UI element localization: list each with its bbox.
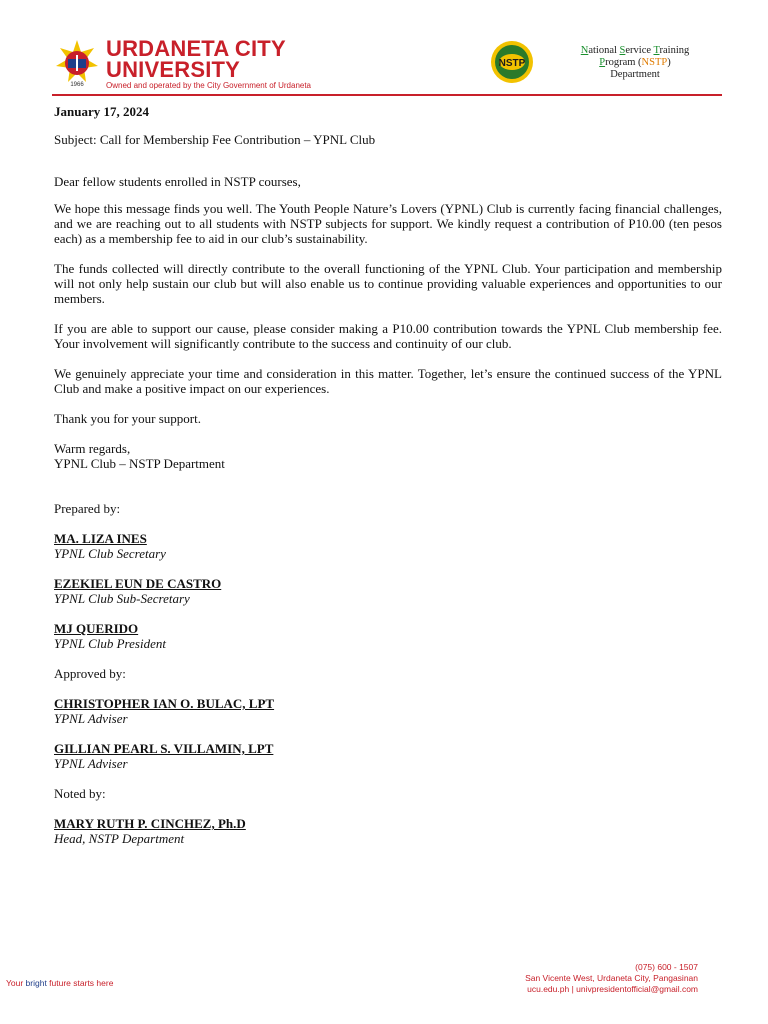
nstp-title-line2: Program (NSTP) bbox=[599, 57, 671, 68]
header-divider bbox=[52, 94, 722, 96]
letter-paragraph: The funds collected will directly contribute to the overall functioning of the YPNL Club. Your participation and membership will not only help sustain our club but will also enable us to continue providing valuable experiences and opportunities to our members. bbox=[54, 261, 722, 306]
signatory-name: MA. LIZA INES bbox=[54, 531, 147, 546]
university-name bbox=[106, 38, 311, 90]
signatory-name: GILLIAN PEARL S. VILLAMIN, LPT bbox=[54, 741, 274, 756]
letter-paragraph: If you are able to support our cause, please consider making a P10.00 contribution towards the YPNL Club membership fee. Your involvement will significantly contribute to the success and continuity of our club. bbox=[54, 321, 722, 351]
letter-organization: YPNL Club – NSTP Department bbox=[54, 456, 225, 471]
letter-date: January 17, 2024 bbox=[54, 104, 149, 119]
footer-tagline: Your bright future starts here bbox=[6, 978, 114, 988]
letter-paragraph: We hope this message finds you well. The Youth People Nature’s Lovers (YPNL) Club is currently facing financial challenges, and we are reaching out to all students with NSTP subjects for support. We kindly request a contribution of P10.00 (ten pesos each) as a membership fee to aid in our club’s sustainability. bbox=[54, 201, 722, 246]
footer-contact bbox=[420, 962, 698, 995]
signatory-name: EZEKIEL EUN DE CASTRO bbox=[54, 576, 222, 591]
footer-phone: (075) 600 - 1507 bbox=[635, 962, 698, 972]
letter-body bbox=[54, 104, 722, 861]
letter-subject: Subject: Call for Membership Fee Contribution – YPNL Club bbox=[54, 132, 376, 147]
footer-web-email: ucu.edu.ph | univpresidentofficial@gmail.com bbox=[527, 984, 698, 994]
letter-greeting: Dear fellow students enrolled in NSTP courses, bbox=[54, 174, 301, 189]
owned-by-text: Owned and operated by the City Government of Urdaneta bbox=[106, 81, 312, 90]
nstp-badge-text: NSTP bbox=[498, 58, 526, 69]
signatory-name: CHRISTOPHER IAN O. BULAC, LPT bbox=[54, 696, 275, 711]
nstp-department-title bbox=[560, 45, 710, 81]
letter-closing: Warm regards, bbox=[54, 441, 131, 456]
university-name-line2: UNIVERSITY bbox=[106, 57, 241, 82]
signatory-name: MJ QUERIDO bbox=[54, 621, 139, 636]
nstp-seal-logo bbox=[482, 40, 542, 84]
letter-paragraph: We genuinely appreciate your time and consideration in this matter. Together, let’s ensure the continued success of the YPNL Club and make a positive impact on our experiences. bbox=[54, 366, 722, 396]
signatory-title: YPNL Adviser bbox=[54, 711, 128, 726]
footer-address: San Vicente West, Urdaneta City, Pangasinan bbox=[525, 973, 698, 983]
nstp-title-line1: National Service Training bbox=[580, 45, 690, 56]
signatory-title: YPNL Adviser bbox=[54, 756, 128, 771]
signatory-name: MARY RUTH P. CINCHEZ, Ph.D bbox=[54, 816, 246, 831]
signatory-title: Head, NSTP Department bbox=[54, 831, 185, 846]
letterhead bbox=[0, 0, 768, 100]
approved-by-label: Approved by: bbox=[54, 666, 126, 681]
university-name-line1: URDANETA CITY bbox=[106, 36, 286, 61]
nstp-title-line3: Department bbox=[610, 69, 660, 80]
signatory-title: YPNL Club President bbox=[54, 636, 166, 651]
signatory-title: YPNL Club Sub-Secretary bbox=[54, 591, 190, 606]
seal-year: 1966 bbox=[70, 82, 84, 88]
letter-thanks: Thank you for your support. bbox=[54, 411, 201, 426]
signatory-title: YPNL Club Secretary bbox=[54, 546, 166, 561]
university-seal-logo bbox=[52, 38, 102, 88]
noted-by-label: Noted by: bbox=[54, 786, 106, 801]
prepared-by-label: Prepared by: bbox=[54, 501, 121, 516]
